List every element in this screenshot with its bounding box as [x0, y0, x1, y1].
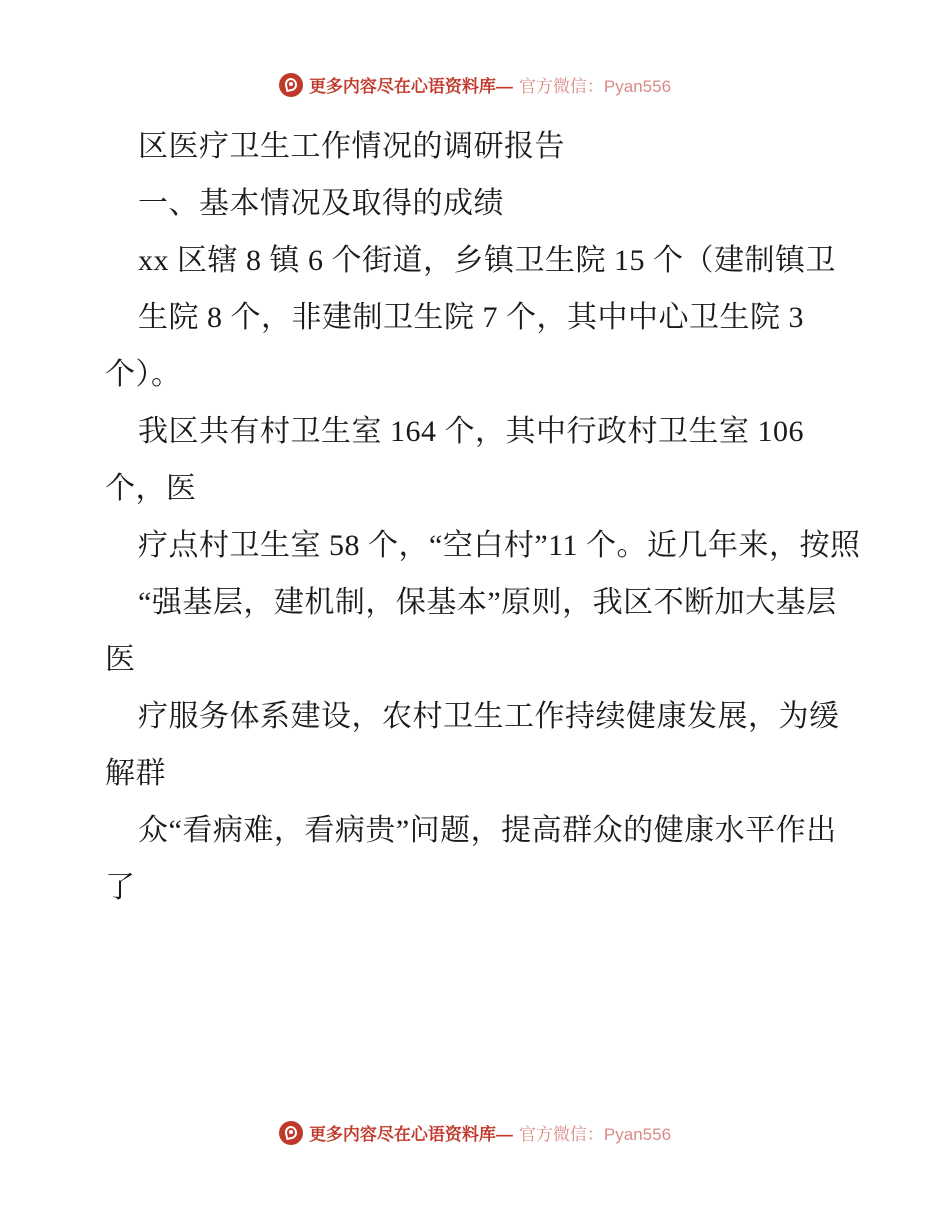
paragraph-7: 众“看病难，看病贵”问题，提高群众的健康水平作出了: [105, 814, 837, 904]
watermark-bold-text: 更多内容尽在心语资料库—: [308, 77, 513, 96]
watermark-light-text: 官方微信：Pyan556: [518, 77, 672, 96]
paragraph-5: “强基层，建机制，保基本”原则，我区不断加大基层医: [105, 586, 837, 676]
watermark-top: [0, 72, 950, 97]
page-title: 区医疗卫生工作情况的调研报告: [138, 130, 565, 163]
paragraph-2: 生院 8 个，非建制卫生院 7 个，其中中心卫生院 3 个）。: [105, 301, 812, 391]
document-content: [105, 118, 865, 916]
paragraph-4: 疗点村卫生室 58 个，“空白村”11 个。近几年来，按照: [138, 529, 861, 562]
paragraph-3: 我区共有村卫生室 164 个，其中行政村卫生室 106 个，医: [105, 415, 812, 505]
section-heading: 一、基本情况及取得的成绩: [138, 187, 504, 220]
watermark-bottom: [0, 1120, 950, 1145]
water-drop-logo-icon: [279, 1121, 303, 1145]
paragraph-6: 疗服务体系建设，农村卫生工作持续健康发展，为缓解群: [105, 700, 840, 790]
water-drop-logo-icon: [279, 73, 303, 97]
watermark-light-text: 官方微信：Pyan556: [518, 1125, 672, 1144]
watermark-bold-text: 更多内容尽在心语资料库—: [308, 1125, 513, 1144]
paragraph-1: xx 区辖 8 镇 6 个街道，乡镇卫生院 15 个（建制镇卫: [138, 244, 836, 277]
